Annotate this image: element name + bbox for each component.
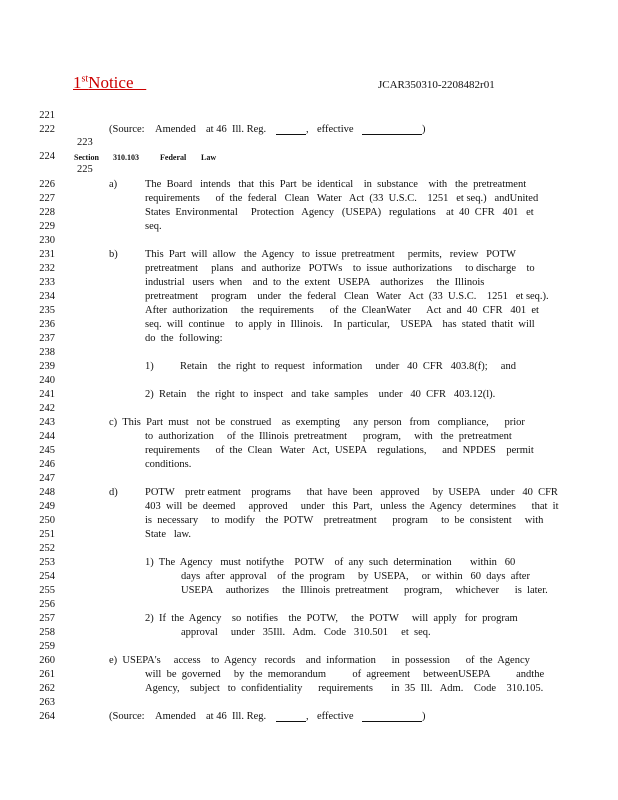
source-effective: effective (317, 711, 354, 722)
line-number: 262 (39, 683, 55, 694)
effective-blank (362, 711, 422, 722)
source-label: (Source: (109, 711, 145, 722)
line-number: 243 (39, 417, 55, 428)
line-number: 240 (39, 375, 55, 386)
line-number: 250 (39, 515, 55, 526)
text-line: seq. will continue to apply in Illinois. In particular, USEPA has stated thatit will (145, 319, 535, 330)
line-number: 238 (39, 347, 55, 358)
line-number: 242 (39, 403, 55, 414)
reg-blank (276, 124, 306, 135)
line-number: 229 (39, 221, 55, 232)
line-number: 259 (39, 641, 55, 652)
text-line: pretreatment plans and authorize POTWs to issue authorizations to discharge to (145, 263, 535, 274)
line-number: 251 (39, 529, 55, 540)
line-number: 248 (39, 487, 55, 498)
line-number: 244 (39, 431, 55, 442)
text-line: pretreatment program under the federal Clean Water Act (33 U.S.C. 1251 et seq.). (145, 291, 549, 302)
text-line: will be governed by the memorandum of agreement betweenUSEPA andthe (145, 669, 545, 680)
text-line: After authorization the requirements of the CleanWater Act and 40 CFR 401 et (145, 305, 539, 316)
line-number: 256 (39, 599, 55, 610)
source-at: at 46 (206, 124, 227, 135)
line-number: 258 (39, 627, 55, 638)
line-number: 261 (39, 669, 55, 680)
text-line: a) (109, 179, 118, 190)
text-line: States Environmental Protection Agency (USEPA) regulations at 40 CFR 401 et (145, 207, 534, 218)
text-line: POTW pretr eatment programs that have been approved by USEPA under 40 CFR (145, 487, 558, 498)
line-number: 233 (39, 277, 55, 288)
text-line: 2) If the Agency so notifies the POTW, the POTW will apply for program (145, 613, 518, 624)
line-number: 252 (39, 543, 55, 554)
text-line: industrial users when and to the extent USEPA authorizes the Illinois (145, 277, 485, 288)
section-number: 310.103 (113, 153, 139, 162)
text-line: 2) Retain the right to inspect and take samples under 40 CFR 403.12(l). (145, 389, 496, 400)
notice-ordinal-suffix: st (81, 73, 89, 85)
notice-number: 1 (73, 73, 82, 92)
text-line: 1) The Agency must notifythe POTW of any such determination within 60 (145, 557, 516, 568)
text-line: State law. (145, 529, 191, 540)
line-number: 223 (77, 137, 93, 148)
source-effective: effective (317, 124, 354, 135)
line-number: 224 (39, 151, 55, 162)
line-number: 264 (39, 711, 55, 722)
line-number: 236 (39, 319, 55, 330)
text-line: 1) Retain the right to request information under 40 CFR 403.8(f); and (145, 361, 516, 372)
line-number: 257 (39, 613, 55, 624)
line-number: 247 (39, 473, 55, 484)
text-line: This Part will allow the Agency to issue pretreatment permits, review POTW (145, 249, 516, 260)
text-line: is necessary to modify the POTW pretreatment program to be consistent with (145, 515, 544, 526)
text-line: requirements of the Clean Water Act, USEPA regulations, and NPDES permit (145, 445, 534, 456)
text-line: c) This Part must not be construed as exempting any person from compliance, prior (109, 417, 525, 428)
text-line: USEPA authorizes the Illinois pretreatment program, whichever is later. (181, 585, 548, 596)
line-number: 227 (39, 193, 55, 204)
reg-blank (276, 711, 306, 722)
line-number: 249 (39, 501, 55, 512)
line-number: 226 (39, 179, 55, 190)
source-at: at 46 (206, 711, 227, 722)
line-number: 221 (39, 110, 55, 121)
source-reg: Ill. Reg. (232, 124, 267, 135)
line-number: 245 (39, 445, 55, 456)
text-line: do the following: (145, 333, 223, 344)
line-number: 253 (39, 557, 55, 568)
notice-word: Notice (88, 73, 134, 92)
line-number: 237 (39, 333, 55, 344)
text-line: 403 will be deemed approved under this Part, unless the Agency determines that it (145, 501, 559, 512)
document-code: JCAR350310-2208482r01 (378, 79, 495, 91)
section-label: Section (74, 153, 99, 162)
line-number: 228 (39, 207, 55, 218)
text-line: seq. (145, 221, 162, 232)
line-number: 254 (39, 571, 55, 582)
text-line: approval under 35Ill. Adm. Code 310.501 et seq. (181, 627, 431, 638)
source-label: (Source: (109, 124, 145, 135)
line-number: 225 (77, 164, 93, 175)
line-number: 222 (39, 124, 55, 135)
text-line: requirements of the federal Clean Water Act (33 U.S.C. 1251 et seq.) andUnited (145, 193, 539, 204)
line-number: 232 (39, 263, 55, 274)
notice-marker (73, 73, 146, 93)
source-amended: Amended (155, 711, 196, 722)
line-number: 239 (39, 361, 55, 372)
text-line: e) USEPA's access to Agency records and information in possession of the Agency (109, 655, 530, 666)
section-title-word2: Law (201, 153, 217, 162)
line-number: 241 (39, 389, 55, 400)
text-line: days after approval of the program by USEPA, or within 60 days after (181, 571, 530, 582)
line-number: 263 (39, 697, 55, 708)
text-line: b) (109, 249, 118, 260)
source-reg: Ill. Reg. (232, 711, 267, 722)
line-number: 234 (39, 291, 55, 302)
line-number: 260 (39, 655, 55, 666)
text-line: conditions. (145, 459, 192, 470)
section-title-word1: Federal (160, 153, 187, 162)
line-number: 230 (39, 235, 55, 246)
line-number: 246 (39, 459, 55, 470)
effective-blank (362, 124, 422, 135)
line-number: 235 (39, 305, 55, 316)
text-line: to authorization of the Illinois pretreatment program, with the pretreatment (145, 431, 512, 442)
text-line: d) (109, 487, 118, 498)
line-number: 231 (39, 249, 55, 260)
text-line: Agency, subject to confidentiality requirements in 35 Ill. Adm. Code 310.105. (145, 683, 544, 694)
source-amended: Amended (155, 124, 196, 135)
line-number: 255 (39, 585, 55, 596)
text-line: The Board intends that this Part be identical in substance with the pretreatment (145, 179, 527, 190)
